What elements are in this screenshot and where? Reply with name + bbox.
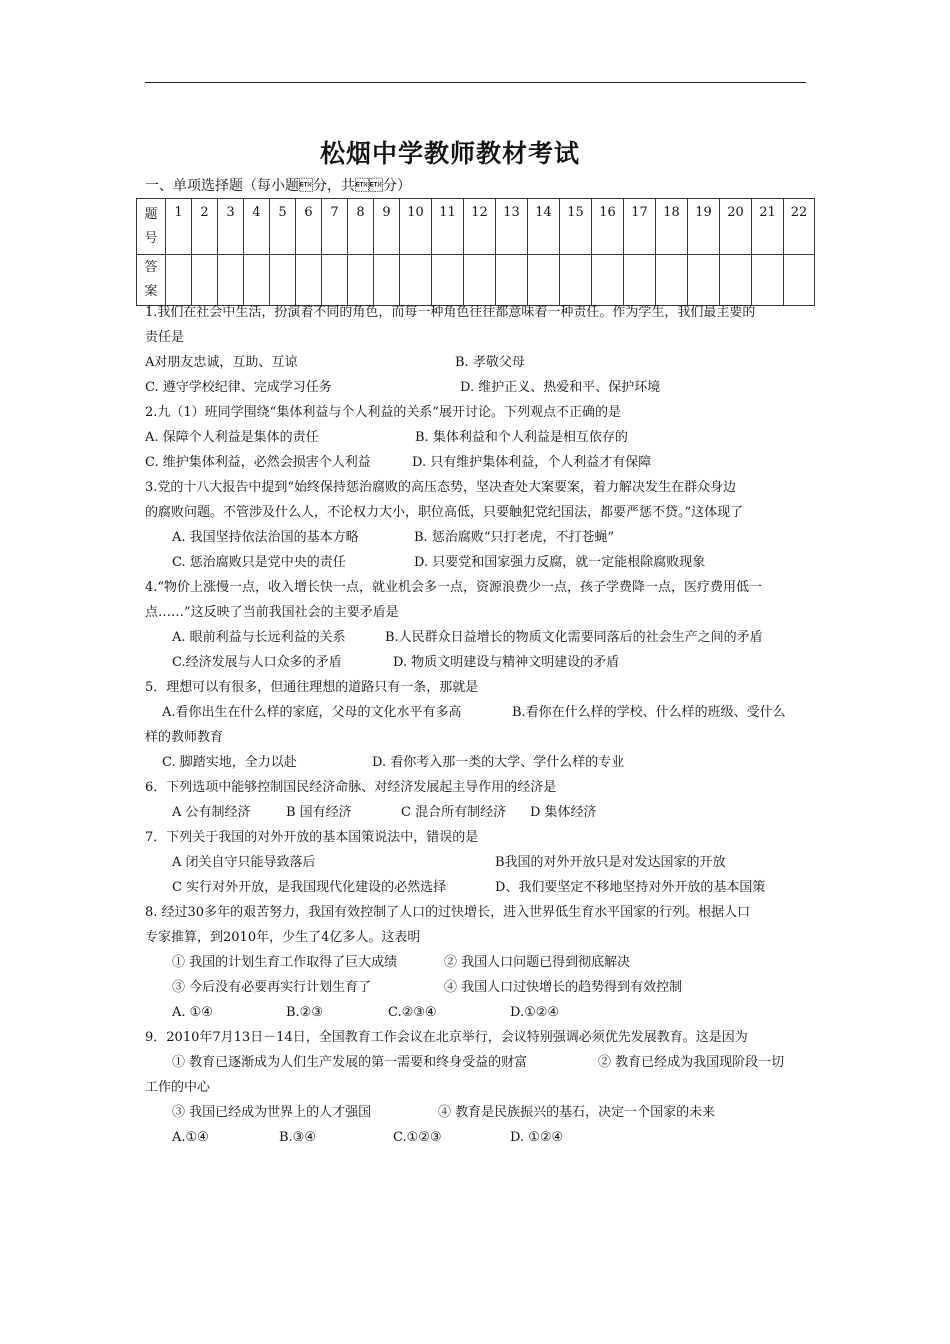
answer-cell [296, 255, 322, 306]
q8-option-b: B.②③ [286, 1005, 323, 1020]
answer-cell [624, 255, 656, 306]
answer-cell [270, 255, 296, 306]
answer-cell [432, 255, 464, 306]
question-number-cell: 16 [592, 199, 624, 255]
answer-cell [560, 255, 592, 306]
q4-stem-line1: 4.“物价上涨慢一点，收入增长快一点，就业机会多一点，资源浪费少一点，孩子学费降一点，医疗费用低一 [145, 580, 763, 595]
question-number-cell: 2 [192, 199, 218, 255]
answer-cell [720, 255, 752, 306]
q9-statement-1: ① 教育已逐渐成为人们生产发展的第一需要和终身受益的财富 [172, 1055, 528, 1070]
q8-statement-4: ④ 我国人口过快增长的趋势得到有效控制 [444, 980, 683, 995]
q9-stem: 9．2010年7月13日－14日，全国教育工作会议在北京举行，会议特别强调必须优先发展教育。这是因为 [145, 1030, 748, 1045]
answer-label-cell [137, 255, 166, 306]
answer-cell [374, 255, 400, 306]
q1-option-c: C. 遵守学校纪律、完成学习任务 [145, 380, 332, 395]
q3-option-d: D. 只要党和国家强力反腐，就一定能根除腐败现象 [414, 555, 706, 570]
answer-cell [400, 255, 432, 306]
q1-option-a: A对朋友忠诚，互助、互谅 [145, 355, 298, 370]
q5-stem: 5．理想可以有很多，但通往理想的道路只有一条，那就是 [145, 680, 479, 695]
answer-row [137, 255, 815, 306]
q3-option-a: A. 我国坚持依法治国的基本方略 [172, 530, 359, 545]
section-heading: 一、单项选择题（每小题分，共分） [145, 178, 411, 194]
q1-stem-line2: 责任是 [145, 330, 185, 345]
q9-option-b: B.③④ [279, 1130, 316, 1145]
answer-table [136, 198, 815, 306]
q8-statement-1: ① 我国的计划生育工作取得了巨大成绩 [172, 955, 398, 970]
question-number-cell: 13 [496, 199, 528, 255]
answer-cell [464, 255, 496, 306]
page-title: 松烟中学教师教材考试 [319, 139, 580, 168]
q8-option-a: A. ①④ [172, 1005, 213, 1020]
question-number-cell: 17 [624, 199, 656, 255]
q9-option-d: D. ①②④ [510, 1130, 564, 1145]
answer-cell [496, 255, 528, 306]
header-bottom: 号 [144, 230, 158, 246]
q4-option-b: B.人民群众日益增长的物质文化需要同落后的社会生产之间的矛盾 [385, 630, 763, 645]
q3-option-b: B. 惩治腐败“只打老虎，不打苍蝇” [414, 530, 615, 545]
q7-stem: 7．下列关于我国的对外开放的基本国策说法中，错误的是 [145, 830, 479, 845]
q8-stem-line1: 8. 经过30多年的艰苦努力，我国有效控制了人口的过快增长，进入世界低生育水平国家的行列。根据人口 [145, 905, 751, 920]
q6-option-c: C 混合所有制经济 [401, 805, 507, 820]
q9-option-c: C.①②③ [393, 1130, 442, 1145]
q3-stem-line1: 3.党的十八大报告中提到“始终保持惩治腐败的高压态势，坚决查处大案要案，着力解决发生在群众身边 [145, 480, 737, 495]
question-number-cell: 10 [400, 199, 432, 255]
answer-cell [218, 255, 244, 306]
answer-cell [528, 255, 560, 306]
q2-option-c: C. 维护集体利益，必然会损害个人利益 [145, 455, 371, 470]
q6-option-d: D 集体经济 [530, 805, 597, 820]
q6-stem: 6．下列选项中能够控制国民经济命脉、对经济发展起主导作用的经济是 [145, 780, 557, 795]
q9-statement-2-line2: 工作的中心 [145, 1080, 211, 1095]
q8-option-c: C.②③④ [388, 1005, 437, 1020]
q9-option-a: A.①④ [172, 1130, 209, 1145]
q2-option-a: A. 保障个人利益是集体的责任 [145, 430, 319, 445]
header-cell [137, 199, 166, 255]
q7-option-d: D、我们要坚定不移地坚持对外开放的基本国策 [495, 880, 766, 895]
answer-label-bottom: 案 [144, 284, 158, 299]
header-top: 题 [144, 206, 158, 222]
question-number-cell: 21 [752, 199, 784, 255]
q4-option-c: C.经济发展与人口众多的矛盾 [172, 655, 342, 670]
question-number-cell: 4 [244, 199, 270, 255]
header-rule [145, 82, 806, 83]
answer-cell [592, 255, 624, 306]
answer-cell [192, 255, 218, 306]
q7-option-a: A 闭关自守只能导致落后 [172, 855, 316, 870]
question-number-cell: 20 [720, 199, 752, 255]
q2-stem: 2.九（1）班同学围绕“集体利益与个人利益的关系”展开讨论。下列观点不正确的是 [145, 405, 621, 420]
question-number-cell: 8 [348, 199, 374, 255]
q4-option-d: D. 物质文明建设与精神文明建设的矛盾 [393, 655, 620, 670]
q5-option-b-line2: 样的教师教育 [145, 730, 224, 745]
question-number-cell: 18 [656, 199, 688, 255]
question-number-cell: 15 [560, 199, 592, 255]
question-number-cell: 19 [688, 199, 720, 255]
answer-cell [348, 255, 374, 306]
question-number-cell: 11 [432, 199, 464, 255]
question-number-cell: 1 [166, 199, 192, 255]
q1-option-b: B. 孝敬父母 [455, 355, 525, 370]
answer-label-top: 答 [144, 260, 158, 275]
question-number-cell: 9 [374, 199, 400, 255]
answer-cell [244, 255, 270, 306]
q8-statement-2: ② 我国人口问题已得到彻底解决 [444, 955, 631, 970]
question-number-cell: 12 [464, 199, 496, 255]
question-number-cell: 7 [322, 199, 348, 255]
q3-stem-line2: 的腐败问题。不管涉及什么人，不论权力大小，职位高低，只要触犯党纪国法，都要严惩不贷。”这体现了 [145, 505, 744, 520]
q3-option-c: C. 惩治腐败只是党中央的责任 [172, 555, 346, 570]
q5-option-c: C. 脚踏实地，全力以赴 [162, 755, 297, 770]
question-number-row [137, 199, 815, 255]
q2-option-b: B. 集体利益和个人利益是相互依存的 [415, 430, 628, 445]
question-number-cell: 6 [296, 199, 322, 255]
q6-option-a: A 公有制经济 [172, 805, 251, 820]
answer-cell [166, 255, 192, 306]
q4-stem-line2: 点……”这反映了当前我国社会的主要矛盾是 [145, 605, 399, 620]
q9-statement-4: ④ 教育是民族振兴的基石，决定一个国家的未来 [438, 1105, 716, 1120]
q8-option-d: D.①②④ [510, 1005, 560, 1020]
question-number-cell: 22 [784, 199, 815, 255]
q5-option-b-line1: B.看你在什么样的学校、什么样的班级、受什么 [512, 705, 786, 720]
answer-cell [656, 255, 688, 306]
q4-option-a: A. 眼前利益与长远利益的关系 [172, 630, 346, 645]
q7-option-b: B我国的对外开放只是对发达国家的开放 [495, 855, 726, 870]
q8-stem-line2: 专家推算，到2010年，少生了4亿多人。这表明 [145, 930, 421, 945]
answer-cell [688, 255, 720, 306]
q7-option-c: C 实行对外开放，是我国现代化建设的必然选择 [172, 880, 447, 895]
question-number-cell: 3 [218, 199, 244, 255]
q5-option-d: D. 看你考入那一类的大学、学什么样的专业 [372, 755, 625, 770]
q9-statement-3: ③ 我国已经成为世界上的人才强国 [172, 1105, 372, 1120]
answer-cell [752, 255, 784, 306]
q1-stem-line1: 1.我们在社会中生活，扮演着不同的角色，而每一种角色往往都意味着一种责任。作为学生，我们最主要的 [145, 305, 756, 320]
question-number-cell: 14 [528, 199, 560, 255]
q5-option-a: A.看你出生在什么样的家庭，父母的文化水平有多高 [162, 705, 462, 720]
answer-cell [784, 255, 815, 306]
q6-option-b: B 国有经济 [286, 805, 352, 820]
q2-option-d: D. 只有维护集体利益，个人利益才有保障 [412, 455, 652, 470]
q9-statement-2-line1: ② 教育已经成为我国现阶段一切 [598, 1055, 785, 1070]
question-number-cell: 5 [270, 199, 296, 255]
answer-cell [322, 255, 348, 306]
q1-option-d: D. 维护正义、热爱和平、保护环境 [460, 380, 661, 395]
q8-statement-3: ③ 今后没有必要再实行计划生育了 [172, 980, 372, 995]
